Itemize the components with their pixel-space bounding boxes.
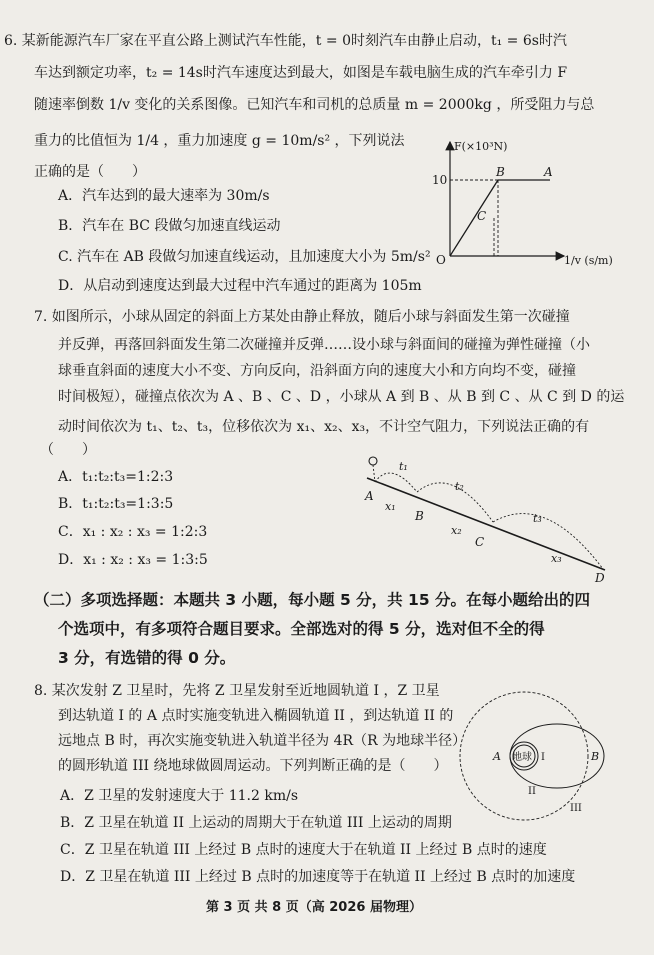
section2-line-3: 3 分，有选错的得 0 分。 — [58, 649, 236, 667]
q7-x3: x₃ — [551, 552, 562, 565]
q7-t2: t₂ — [455, 480, 464, 493]
q7-line-3: 球垂直斜面的速度大小不变、方向反向，沿斜面方向的速度大小和方向均不变，碰撞 — [58, 363, 576, 379]
q7-point-b: B — [415, 509, 424, 523]
q8-option-b: B．Z 卫星在轨道 II 上运动的周期大于在轨道 III 上运动的周期 — [60, 815, 452, 831]
q7-line-6: （ ） — [40, 442, 96, 458]
q8-option-c: C．Z 卫星在轨道 III 上经过 B 点时的速度大于在轨道 II 上经过 B 点时的速度 — [60, 842, 547, 858]
q6-line-5: 正确的是（ ） — [34, 164, 146, 180]
q6-point-a: A — [544, 165, 553, 179]
q7-x1: x₁ — [385, 500, 396, 513]
q7-option-c: C．x₁ : x₂ : x₃ = 1:2:3 — [58, 524, 208, 540]
q7-incline — [367, 478, 605, 570]
q7-point-a: A — [365, 489, 374, 503]
q7-t3: t₃ — [533, 512, 542, 525]
section2-line-2: 个选项中，有多项符合题目要求。全部选对的得 5 分，选对但不全的得 — [58, 620, 545, 638]
q6-line-3: 随速率倒数 1/v 变化的关系图像。已知汽车和司机的总质量 m = 2000kg ，所受阻力与总 — [34, 97, 595, 113]
q7-line-5: 动时间依次为 t₁、t₂、t₃，位移依次为 x₁、x₂、x₃，不计空气阻力，下列说法正确的有 — [58, 419, 590, 435]
q7-point-d: D — [595, 571, 605, 585]
q8-orbit-1-label: I — [541, 752, 545, 763]
q8-line-2: 到达轨道 I 的 A 点时实施变轨进入椭圆轨道 II ，到达轨道 II 的 — [58, 708, 454, 724]
q8-line-1: 8. 某次发射 Z 卫星时，先将 Z 卫星发射至近地圆轨道 I ，Z 卫星 — [34, 683, 440, 699]
q8-line-4: 的圆形轨道 III 绕地球做圆周运动。下列判断正确的是（ ） — [58, 758, 448, 774]
q6-y-label: F(×10³N) — [454, 140, 508, 153]
q6-point-c: C — [477, 209, 487, 223]
q6-line-ab — [450, 180, 498, 256]
q7-x2: x₂ — [451, 524, 462, 537]
q7-t1: t₁ — [399, 460, 408, 473]
q6-line-1: 6. 某新能源汽车厂家在平直公路上测试汽车性能，t = 0时刻汽车由静止启动，t₁ = 6s时汽 — [4, 33, 567, 49]
q6-option-a: A．汽车达到的最大速率为 30m/s — [58, 188, 270, 204]
q6-force-graph — [430, 138, 630, 270]
q8-option-d: D．Z 卫星在轨道 III 上经过 B 点时的加速度等于在轨道 II 上经过 B 点时的加速度 — [60, 869, 576, 885]
q8-orbit-3-label: III — [570, 803, 582, 814]
q7-incline-figure — [355, 452, 625, 584]
q7-option-d: D．x₁ : x₂ : x₃ = 1:3:5 — [58, 552, 208, 568]
q8-point-a: A — [493, 750, 501, 763]
page-footer: 第 3 页 共 8 页（高 2026 届物理） — [206, 900, 422, 915]
q7-ball — [369, 457, 377, 465]
q7-option-b: B．t₁:t₂:t₃=1:3:5 — [58, 496, 174, 512]
q8-earth-label: 地球 — [512, 752, 532, 763]
q6-origin: O — [436, 253, 446, 267]
q7-line-4: 时间极短），碰撞点依次为 A 、B 、C 、D ，小球从 A 到 B 、从 B 到 C 、从 C 到 D 的运 — [58, 389, 625, 405]
q8-point-b: B — [591, 750, 600, 763]
q8-orbit-figure — [470, 690, 620, 830]
q6-x-label: 1/v (s/m) — [564, 254, 613, 267]
q7-line-1: 7. 如图所示，小球从固定的斜面上方某处由静止释放，随后小球与斜面发生第一次碰撞 — [34, 309, 570, 325]
q7-line-2: 并反弹，再落回斜面发生第二次碰撞并反弹……设小球与斜面间的碰撞为弹性碰撞（小 — [58, 337, 590, 353]
q8-line-3: 远地点 B 时，再次实施变轨进入轨道半径为 4R（R 为地球半径） — [58, 733, 467, 749]
q7-option-a: A．t₁:t₂:t₃=1:2:3 — [58, 469, 174, 485]
q6-y-tick: 10 — [432, 173, 448, 187]
section2-line-1: （二）多项选择题：本题共 3 小题，每小题 5 分，共 15 分。在每小题给出的四 — [34, 591, 591, 609]
q6-option-b: B．汽车在 BC 段做匀加速直线运动 — [58, 218, 281, 234]
q6-option-d: D．从启动到速度达到最大过程中汽车通过的距离为 105m — [58, 278, 422, 294]
q8-orbit-2-label: II — [528, 786, 536, 797]
q6-option-c: C. 汽车在 AB 段做匀加速直线运动，且加速度大小为 5m/s² — [58, 249, 431, 265]
q6-point-b: B — [496, 165, 505, 179]
q8-option-a: A．Z 卫星的发射速度大于 11.2 km/s — [60, 788, 299, 804]
q6-line-2: 车达到额定功率，t₂ = 14s时汽车速度达到最大，如图是车载电脑生成的汽车牵引力 F — [34, 65, 568, 81]
q6-line-4: 重力的比值恒为 1/4 ，重力加速度 g = 10m/s² ，下列说法 — [34, 133, 405, 149]
q7-point-c: C — [475, 535, 485, 549]
